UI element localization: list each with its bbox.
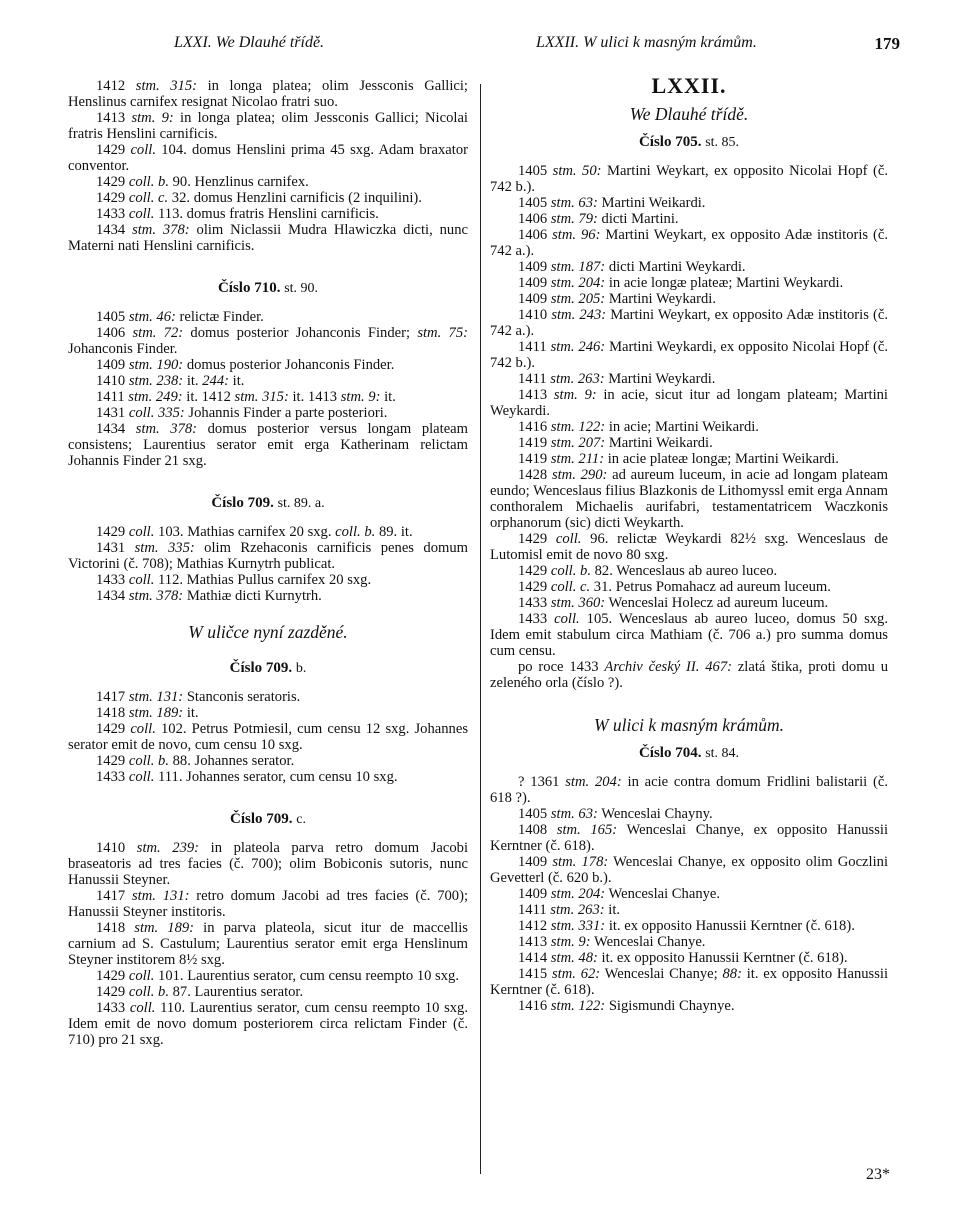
entry-reference: stm. 246: [550, 339, 606, 355]
entry-text: it. ex opposito Hanussii Kerntner (č. 618). [605, 918, 855, 934]
entry-reference: stm. 378: [128, 588, 184, 604]
record-entry [490, 339, 888, 371]
record-entry [490, 611, 888, 659]
entry-text: 1429 [518, 531, 556, 547]
record-entry [68, 222, 468, 254]
entry-text: 1406 [518, 227, 553, 243]
entry-reference: coll. b. [335, 524, 376, 540]
entry-text: 1411 [518, 339, 551, 355]
entry-text: 113. domus fratris Henslini carnificis. [154, 206, 379, 222]
entry-text: domus posterior Johanconis Finder; [183, 325, 418, 341]
entry-text: 1406 [96, 325, 133, 341]
entry-text: 1434 [96, 222, 133, 238]
entry-text: 87. Laurentius serator. [168, 984, 304, 1000]
entry-text: 110. Laurentius serator, cum censu reempto 10 sxg. Idem emit de novo domum posteriorem circa relictam Finder (č. 710) pro 21 sxg. [68, 1000, 468, 1048]
entry-reference: coll. b. [550, 563, 591, 579]
entry-text: it. 1413 [288, 389, 341, 405]
entry-text: 105. Wenceslaus ab aureo luceo, domus 50 sxg. Idem emit stabulum circa Mathiam (č. 706 a.) pro summa domus cum censu. [490, 611, 889, 659]
section-heading-cislo-705: Číslo 705. st. 85. [638, 134, 740, 150]
entry-text: 1418 [96, 920, 135, 936]
entry-text: 1433 [518, 611, 555, 627]
entry-text: 1433 [96, 206, 129, 222]
entry-text: it. ex opposito Hanussii Kerntner (č. 618). [490, 966, 889, 998]
entry-text: 1405 [518, 806, 551, 822]
entry-reference: stm. 50: [552, 163, 602, 179]
entry-reference: stm. 204: [550, 886, 606, 902]
record-entry [68, 357, 468, 373]
entry-text: in plateola parva retro domum Jacobi braseatoris ad tres facies (č. 700); olim Bobiconis sutoris, nunc Hanussii Steyner. [68, 840, 468, 888]
chapter-number: LXXII. [651, 73, 727, 98]
entry-text: in acie longæ plateæ; Martini Weykardi. [605, 275, 844, 291]
entry-text: 1406 [518, 211, 551, 227]
entry-text: 111. Johannes serator, cum censu 10 sxg. [154, 769, 398, 785]
entry-reference: 244: [202, 373, 229, 389]
record-entry [68, 588, 468, 604]
entry-group-1 [68, 78, 468, 254]
entry-text: 1410 [96, 840, 137, 856]
entry-reference: stm. 131: [132, 888, 190, 904]
record-entry [490, 307, 888, 339]
entry-text: 1410 [96, 373, 129, 389]
entry-reference: stm. 315: [135, 78, 198, 94]
entry-reference: stm. 62: [551, 966, 601, 982]
entry-text: 31. Petrus Pomahacz ad aureum luceum. [590, 579, 831, 595]
entry-text: Wenceslai Chayny. [597, 806, 713, 822]
record-entry [68, 572, 468, 588]
entry-text: 1412 [518, 918, 551, 934]
entry-text: domus posterior Johanconis Finder. [183, 357, 395, 373]
record-entry [68, 769, 468, 785]
entry-text: 32. domus Henzlini carnificis (2 inquilini). [168, 190, 422, 206]
entry-text: Wenceslai Chanye, ex opposito Hanussii Kerntner (č. 618). [490, 822, 888, 854]
entry-text: Martini Weykart, ex opposito Nicolai Hopf (č. 742 b.). [490, 163, 888, 195]
entry-reference: stm. 204: [550, 275, 606, 291]
entry-reference: stm. 63: [550, 806, 598, 822]
entry-text: 1417 [96, 689, 129, 705]
entry-reference: coll. c. [550, 579, 591, 595]
record-entry [490, 579, 888, 595]
running-head-left: LXXI. We Dlauhé třídě. [174, 34, 325, 51]
entry-text: 1433 [96, 572, 129, 588]
entry-text: 1409 [518, 886, 551, 902]
entry-reference: stm. 131: [128, 689, 184, 705]
entry-text: 1429 [96, 968, 129, 984]
record-entry [68, 705, 468, 721]
entry-reference: coll. [128, 206, 155, 222]
entry-text: Wenceslai Chanye. [605, 886, 721, 902]
entry-text: domus posterior versus longam plateam consistens; Laurentius serator emit erga Katherinam relictam Johannis Finder 21 sxg. [68, 421, 469, 469]
entry-text: ? 1361 [518, 774, 566, 790]
record-entry [490, 387, 888, 419]
entry-reference: stm. 9: [131, 110, 174, 126]
entry-text: olim Rzehaconis carnificis penes domum Victorini (č. 708); Mathias Kurnytrh publicat. [68, 540, 468, 572]
entry-reference: coll. [129, 1000, 156, 1016]
record-entry [68, 389, 468, 405]
entry-reference: stm. 79: [550, 211, 598, 227]
entry-reference: stm. 290: [551, 467, 608, 483]
entry-reference: stm. 48: [550, 950, 598, 966]
entry-text: 1408 [518, 822, 557, 838]
record-entry [68, 840, 468, 888]
entry-reference: coll. b. [128, 753, 169, 769]
record-entry [68, 968, 468, 984]
entry-group-r1 [490, 163, 888, 691]
record-entry [490, 998, 888, 1014]
entry-reference: stm. 122: [550, 419, 606, 435]
entry-text: it. [183, 705, 199, 721]
entry-text: 1409 [518, 259, 551, 275]
entry-text: 102. Petrus Potmiesil, cum censu 12 sxg. Johannes serator emit de novo, cum censu 10 sxg. [68, 721, 468, 753]
entry-text: 1413 [518, 387, 554, 403]
record-entry [490, 806, 888, 822]
entry-text: 112. Mathias Pullus carnifex 20 sxg. [154, 572, 372, 588]
record-entry [68, 689, 468, 705]
entry-text: Martini Weikardi. [597, 195, 706, 211]
left-column [68, 78, 468, 1048]
entry-text: 1412 [96, 78, 136, 94]
record-entry [490, 435, 888, 451]
record-entry [68, 421, 468, 469]
entry-reference: coll. [128, 524, 155, 540]
entry-reference: coll. [130, 721, 156, 737]
entry-text: 1409 [518, 291, 551, 307]
record-entry [490, 451, 888, 467]
record-entry [68, 984, 468, 1000]
entry-reference: 88: [722, 966, 742, 982]
entry-text: relictæ Finder. [175, 309, 264, 325]
entry-text: 1416 [518, 419, 551, 435]
entry-text: 1409 [518, 275, 551, 291]
entry-text: 1409 [518, 854, 553, 870]
entry-text: 1409 [96, 357, 129, 373]
record-entry [490, 886, 888, 902]
entry-group-5 [68, 840, 468, 1048]
record-entry [490, 227, 888, 259]
entry-reference: stm. 96: [552, 227, 601, 243]
entry-text: ad aureum luceum, in acie ad longam plateam eundo; Wenceslaus filius Blazkonis de Lithomyssl emit erga Annam conthoralem Michaelis aurifabri, testamentatricem Waczkonis orphanorum (sic) dicti Weykarth. [490, 467, 888, 531]
record-entry [490, 467, 888, 531]
entry-reference: coll. [128, 968, 155, 984]
record-entry [490, 822, 888, 854]
entry-reference: stm. 315: [234, 389, 289, 405]
entry-text: Wenceslai Holecz ad aureum luceum. [605, 595, 829, 611]
entry-group-2 [68, 309, 468, 469]
entry-text: 1419 [518, 451, 551, 467]
entry-text: 1410 [518, 307, 552, 323]
entry-text: Martini Weykart, ex opposito Adæ institoris (č. 742 a.). [490, 307, 889, 339]
record-entry [490, 934, 888, 950]
street-heading-dlauhe: We Dlauhé třídě. [629, 104, 749, 124]
entry-text: 1411 [96, 389, 129, 405]
entry-text: 1434 [96, 588, 129, 604]
entry-reference: stm. 205: [550, 291, 606, 307]
entry-text: 103. Mathias carnifex 20 sxg. [154, 524, 336, 540]
record-entry [490, 950, 888, 966]
record-entry [68, 1000, 468, 1048]
entry-text: 1417 [96, 888, 132, 904]
running-head [70, 34, 900, 58]
entry-text: 1413 [518, 934, 551, 950]
street-heading-ulicce: W uličce nyní zazděné. [188, 622, 348, 642]
entry-text: Mathiæ dicti Kurnytrh. [183, 588, 322, 604]
entry-text: 90. Henzlinus carnifex. [168, 174, 309, 190]
entry-text: 1429 [96, 174, 129, 190]
entry-text: it. ex opposito Hanussii Kerntner (č. 618). [597, 950, 848, 966]
entry-text: 1413 [96, 110, 132, 126]
entry-text: Johanconis Finder. [68, 341, 178, 357]
entry-reference: stm. 9: [553, 387, 597, 403]
entry-text: 1416 [518, 998, 551, 1014]
entry-text: 1433 [518, 595, 551, 611]
entry-reference: stm. 263: [550, 902, 605, 918]
entry-group-3 [68, 524, 468, 604]
record-entry [490, 902, 888, 918]
signature-mark: 23* [866, 1166, 890, 1183]
entry-reference: stm. 75: [417, 325, 468, 341]
entry-text: 1431 [96, 405, 129, 421]
entry-text: 1429 [518, 579, 551, 595]
entry-text: in acie, sicut itur ad longam plateam; Martini Weykardi. [490, 387, 888, 419]
entry-text: it. 1412 [182, 389, 235, 405]
entry-text: 1415 [518, 966, 552, 982]
entry-text: it. [229, 373, 245, 389]
entry-group-r2 [490, 774, 888, 1014]
entry-text: dicti Martini Weykardi. [605, 259, 746, 275]
entry-reference: stm. 9: [550, 934, 591, 950]
entry-reference: stm. 207: [550, 435, 606, 451]
entry-text: 82. Wenceslaus ab aureo luceo. [590, 563, 778, 579]
entry-reference: stm. 211: [550, 451, 605, 467]
entry-reference: stm. 204: [565, 774, 622, 790]
entry-reference: stm. 378: [135, 421, 198, 437]
entry-text: Martini Weykardi. [604, 371, 716, 387]
entry-text: 104. domus Henslini prima 45 sxg. Adam braxator conventor. [68, 142, 468, 174]
entry-text: po roce 1433 [518, 659, 605, 675]
entry-reference: stm. 122: [550, 998, 606, 1014]
record-entry [68, 373, 468, 389]
entry-text: olim Niclassii Mudra Hlawiczka dicti, nunc Materni nati Henslini carnificis. [68, 222, 468, 254]
entry-text: 1429 [518, 563, 551, 579]
entry-reference: Archiv český II. 467: [604, 659, 732, 675]
entry-group-4 [68, 689, 468, 785]
entry-reference: stm. 243: [551, 307, 607, 323]
entry-reference: stm. 263: [550, 371, 605, 387]
record-entry [490, 259, 888, 275]
entry-reference: stm. 360: [550, 595, 606, 611]
entry-reference: stm. 190: [128, 357, 184, 373]
entry-text: 1429 [96, 524, 129, 540]
record-entry [490, 211, 888, 227]
entry-text: 88. Johannes serator. [168, 753, 295, 769]
entry-text: in acie contra domum Fridlini balistarii (č. 618 ?). [490, 774, 888, 806]
entry-reference: coll. [128, 572, 155, 588]
right-column [490, 73, 889, 1014]
entry-text: Wenceslai Chanye; [600, 966, 723, 982]
record-entry [490, 966, 888, 998]
section-heading-cislo-709c: Číslo 709. c. [230, 811, 306, 827]
entry-text: in longa platea; olim Jessconis Gallici; Nicolai fratris Henslini carnificis. [68, 110, 468, 142]
entry-text: 1429 [96, 142, 131, 158]
record-entry [68, 753, 468, 769]
entry-text: 1434 [96, 421, 136, 437]
entry-text: 1418 [96, 705, 129, 721]
entry-reference: stm. 63: [550, 195, 598, 211]
entry-text: it. [380, 389, 396, 405]
entry-reference: stm. 189: [128, 705, 184, 721]
page-number: 179 [874, 34, 900, 53]
section-heading-cislo-710: Číslo 710. st. 90. [217, 280, 319, 296]
entry-reference: stm. 331: [550, 918, 606, 934]
entry-text: dicti Martini. [597, 211, 679, 227]
entry-text: Martini Weikardi. [605, 435, 713, 451]
record-entry [68, 920, 468, 968]
entry-reference: stm. 189: [134, 920, 195, 936]
entry-text: 1405 [518, 195, 551, 211]
entry-text: Johannis Finder a parte posteriori. [184, 405, 388, 421]
record-entry [490, 531, 888, 563]
record-entry [490, 291, 888, 307]
entry-reference: stm. 378: [132, 222, 190, 238]
record-entry [490, 918, 888, 934]
entry-reference: stm. 335: [134, 540, 195, 556]
running-head-right: LXXII. W ulici k masným krámům. [536, 34, 757, 51]
entry-text: 101. Laurentius serator, cum censu reempto 10 sxg. [154, 968, 459, 984]
entry-text: 1414 [518, 950, 551, 966]
entry-text: 1429 [96, 984, 129, 1000]
record-entry [490, 774, 888, 806]
record-entry [68, 110, 468, 142]
entry-text: 1429 [96, 190, 129, 206]
entry-text: 1429 [96, 721, 131, 737]
entry-text: 1411 [518, 902, 551, 918]
entry-text: zlatá štika, proti domu u zeleného orla (číslo ?). [490, 659, 889, 691]
entry-reference: stm. 239: [136, 840, 200, 856]
record-entry [68, 540, 468, 572]
entry-reference: stm. 165: [556, 822, 618, 838]
entry-text: 1431 [96, 540, 135, 556]
entry-reference: coll. [555, 531, 582, 547]
record-entry [68, 405, 468, 421]
record-entry [68, 142, 468, 174]
entry-text: 1405 [518, 163, 553, 179]
record-entry [490, 659, 888, 691]
record-entry [490, 195, 888, 211]
record-entry [490, 595, 888, 611]
entry-text: 1429 [96, 753, 129, 769]
entry-reference: stm. 249: [128, 389, 183, 405]
entry-text: Martini Weykardi. [605, 291, 716, 307]
record-entry [68, 309, 468, 325]
entry-reference: stm. 178: [552, 854, 609, 870]
record-entry [68, 174, 468, 190]
entry-text: 1419 [518, 435, 551, 451]
entry-text: 96. relictæ Weykardi 82½ sxg. Wenceslaus de Lutomisl emit de novo 80 sxg. [490, 531, 888, 563]
section-heading-cislo-709a: Číslo 709. st. 89. a. [211, 495, 325, 511]
entry-text: Martini Weykardi, ex opposito Nicolai Hopf (č. 742 b.). [490, 339, 889, 371]
record-entry [490, 854, 888, 886]
entry-reference: coll. c. [128, 190, 169, 206]
entry-reference: coll. [130, 142, 156, 158]
entry-reference: coll. [128, 769, 155, 785]
column-divider [480, 84, 481, 1174]
entry-text: in longa platea; olim Jessconis Gallici; Henslinus carnifex resignat Nicolao fratri suo. [68, 78, 468, 110]
record-entry [68, 888, 468, 920]
street-heading-masnym: W ulici k masným krámům. [593, 715, 785, 735]
entry-text: 1411 [518, 371, 551, 387]
record-entry [490, 163, 888, 195]
entry-text: 1433 [96, 769, 129, 785]
entry-reference: stm. 187: [550, 259, 606, 275]
entry-text: in parva plateola, sicut itur de maccellis carnium ad S. Castulum; Laurentius serator emit erga Henslinum Steyner institorem 8½ sxg. [68, 920, 468, 968]
entry-text: Wenceslai Chanye. [590, 934, 706, 950]
section-heading-cislo-704: Číslo 704. st. 84. [638, 745, 740, 761]
entry-reference: coll. b. [128, 984, 169, 1000]
entry-reference: coll. 335: [128, 405, 185, 421]
entry-text: it. [183, 373, 203, 389]
record-entry [490, 563, 888, 579]
entry-text: it. [604, 902, 621, 918]
entry-text: 1405 [96, 309, 129, 325]
entry-text: Wenceslai Chanye, ex opposito olim Goczlini Gevetterl (č. 620 b.). [490, 854, 888, 886]
record-entry [68, 78, 468, 110]
section-heading-cislo-709b: Číslo 709. b. [229, 660, 307, 676]
entry-reference: stm. 238: [128, 373, 184, 389]
entry-text: Martini Weykart, ex opposito Adæ institoris (č. 742 a.). [490, 227, 889, 259]
record-entry [68, 206, 468, 222]
entry-reference: stm. 9: [340, 389, 381, 405]
record-entry [490, 419, 888, 435]
record-entry [68, 524, 468, 540]
entry-text: in acie; Martini Weikardi. [605, 419, 759, 435]
record-entry [68, 325, 468, 357]
entry-reference: stm. 72: [132, 325, 184, 341]
entry-text: 89. it. [375, 524, 413, 540]
entry-text: in acie plateæ longæ; Martini Weikardi. [604, 451, 839, 467]
record-entry [490, 275, 888, 291]
entry-reference: stm. 46: [128, 309, 176, 325]
record-entry [68, 190, 468, 206]
entry-reference: coll. b. [128, 174, 169, 190]
entry-text: 1433 [96, 1000, 130, 1016]
entry-text: retro domum Jacobi ad tres facies (č. 700); Hanussii Steyner institoris. [68, 888, 468, 920]
record-entry [490, 371, 888, 387]
record-entry [68, 721, 468, 753]
entry-text: Stanconis seratoris. [183, 689, 301, 705]
entry-reference: coll. [554, 611, 580, 627]
entry-text: 1428 [518, 467, 552, 483]
entry-text: Sigismundi Chaynye. [605, 998, 735, 1014]
